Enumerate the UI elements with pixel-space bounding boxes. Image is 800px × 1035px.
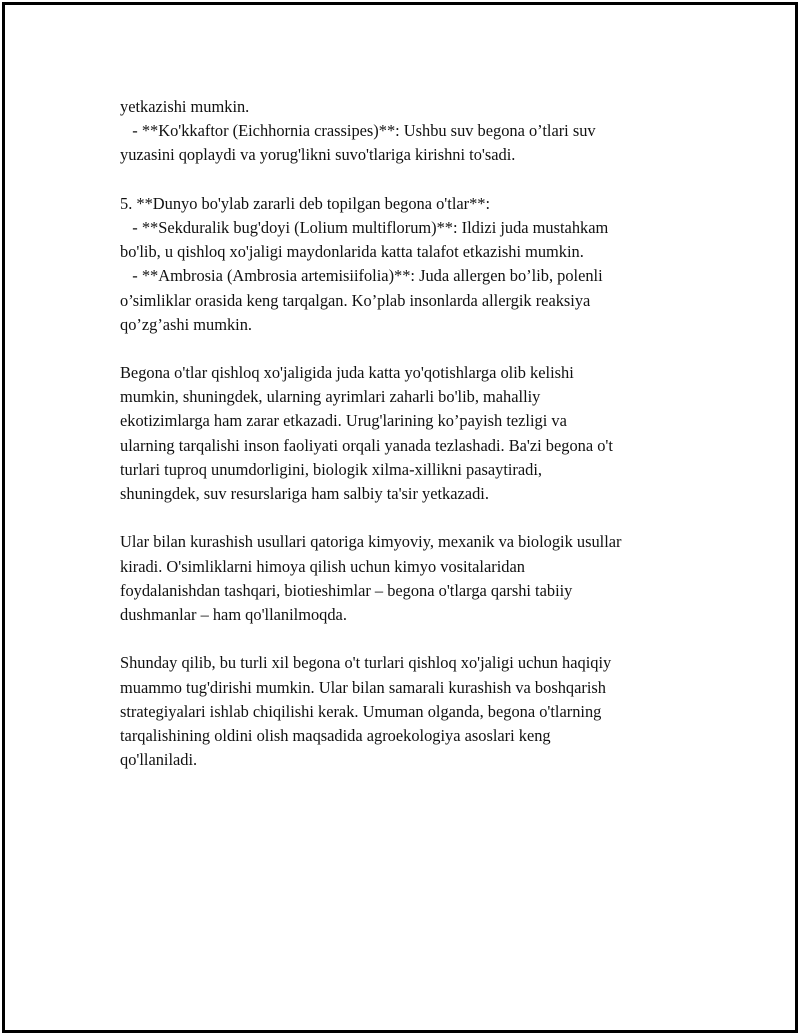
text-line: foydalanishdan tashqari, biotieshimlar – begona o'tlarga qarshi tabiiy xyxy=(120,580,573,600)
text-line: yuzasini qoplaydi va yorug'likni suvo'tlariga kirishni to'sadi. xyxy=(120,145,516,165)
paragraph-gap xyxy=(120,506,690,530)
text-line: Shunday qilib, bu turli xil begona o't turlari qishloq xo'jaligi uchun haqiqiy xyxy=(120,653,612,673)
paragraph-water-weeds xyxy=(120,95,690,168)
text-line: - **Sekduralik bug'doyi (Lolium multiflorum)**: Ildizi juda mustahkam xyxy=(120,217,609,237)
paragraph-conclusion xyxy=(120,651,690,772)
text-line: bo'lib, u qishloq xo'jaligi maydonlarida katta talafot etkazishi mumkin. xyxy=(120,242,584,262)
paragraph-gap xyxy=(120,627,690,651)
list-heading: 5. **Dunyo bo'ylab zararli deb topilgan begona o'tlar**: xyxy=(120,193,491,213)
paragraph-harmful-weeds-list xyxy=(120,192,690,337)
text-line: qo’zg’ashi mumkin. xyxy=(120,314,253,334)
text-line: turlari tuproq unumdorligini, biologik xilma-xillikni pasaytiradi, xyxy=(120,459,543,479)
document-body xyxy=(120,95,690,772)
paragraph-gap xyxy=(120,337,690,361)
paragraph-gap xyxy=(120,168,690,192)
text-line: kiradi. O'simliklarni himoya qilish uchun kimyo vositalaridan xyxy=(120,556,525,576)
text-line: tarqalishining oldini olish maqsadida agroekologiya asoslari keng xyxy=(120,725,551,745)
paragraph-losses xyxy=(120,361,690,506)
text-line: muammo tug'dirishi mumkin. Ular bilan samarali kurashish va boshqarish xyxy=(120,677,606,697)
text-line: yetkazishi mumkin. xyxy=(120,97,250,116)
text-line: mumkin, shuningdek, ularning ayrimlari zaharli bo'lib, mahalliy xyxy=(120,387,541,407)
text-line: shuningdek, suv resurslariga ham salbiy ta'sir yetkazadi. xyxy=(120,484,489,503)
text-line: ekotizimlarga ham zarar etkazadi. Urug'larining ko’payish tezligi va xyxy=(120,411,567,431)
text-line: strategiyalari ishlab chiqilishi kerak. Umuman olganda, begona o'tlarning xyxy=(120,701,602,721)
text-line: qo'llaniladi. xyxy=(120,750,198,770)
text-line: o’simliklar orasida keng tarqalgan. Ko’plab insonlarda allergik reaksiya xyxy=(120,290,591,310)
paragraph-control-methods xyxy=(120,530,690,627)
document-page xyxy=(2,2,798,1033)
text-line: Ular bilan kurashish usullari qatoriga kimyoviy, mexanik va biologik usullar xyxy=(120,532,622,552)
text-line: - **Ambrosia (Ambrosia artemisiifolia)**: Juda allergen bo’lib, polenli xyxy=(120,266,603,286)
text-line: ularning tarqalishi inson faoliyati orqali yanada tezlashadi. Ba'zi begona o't xyxy=(120,435,613,455)
text-line: Begona o'tlar qishloq xo'jaligida juda katta yo'qotishlarga olib kelishi xyxy=(120,363,574,383)
text-line: - **Ko'kkaftor (Eichhornia crassipes)**: Ushbu suv begona o’tlari suv xyxy=(120,121,596,141)
text-line: dushmanlar – ham qo'llanilmoqda. xyxy=(120,604,347,624)
